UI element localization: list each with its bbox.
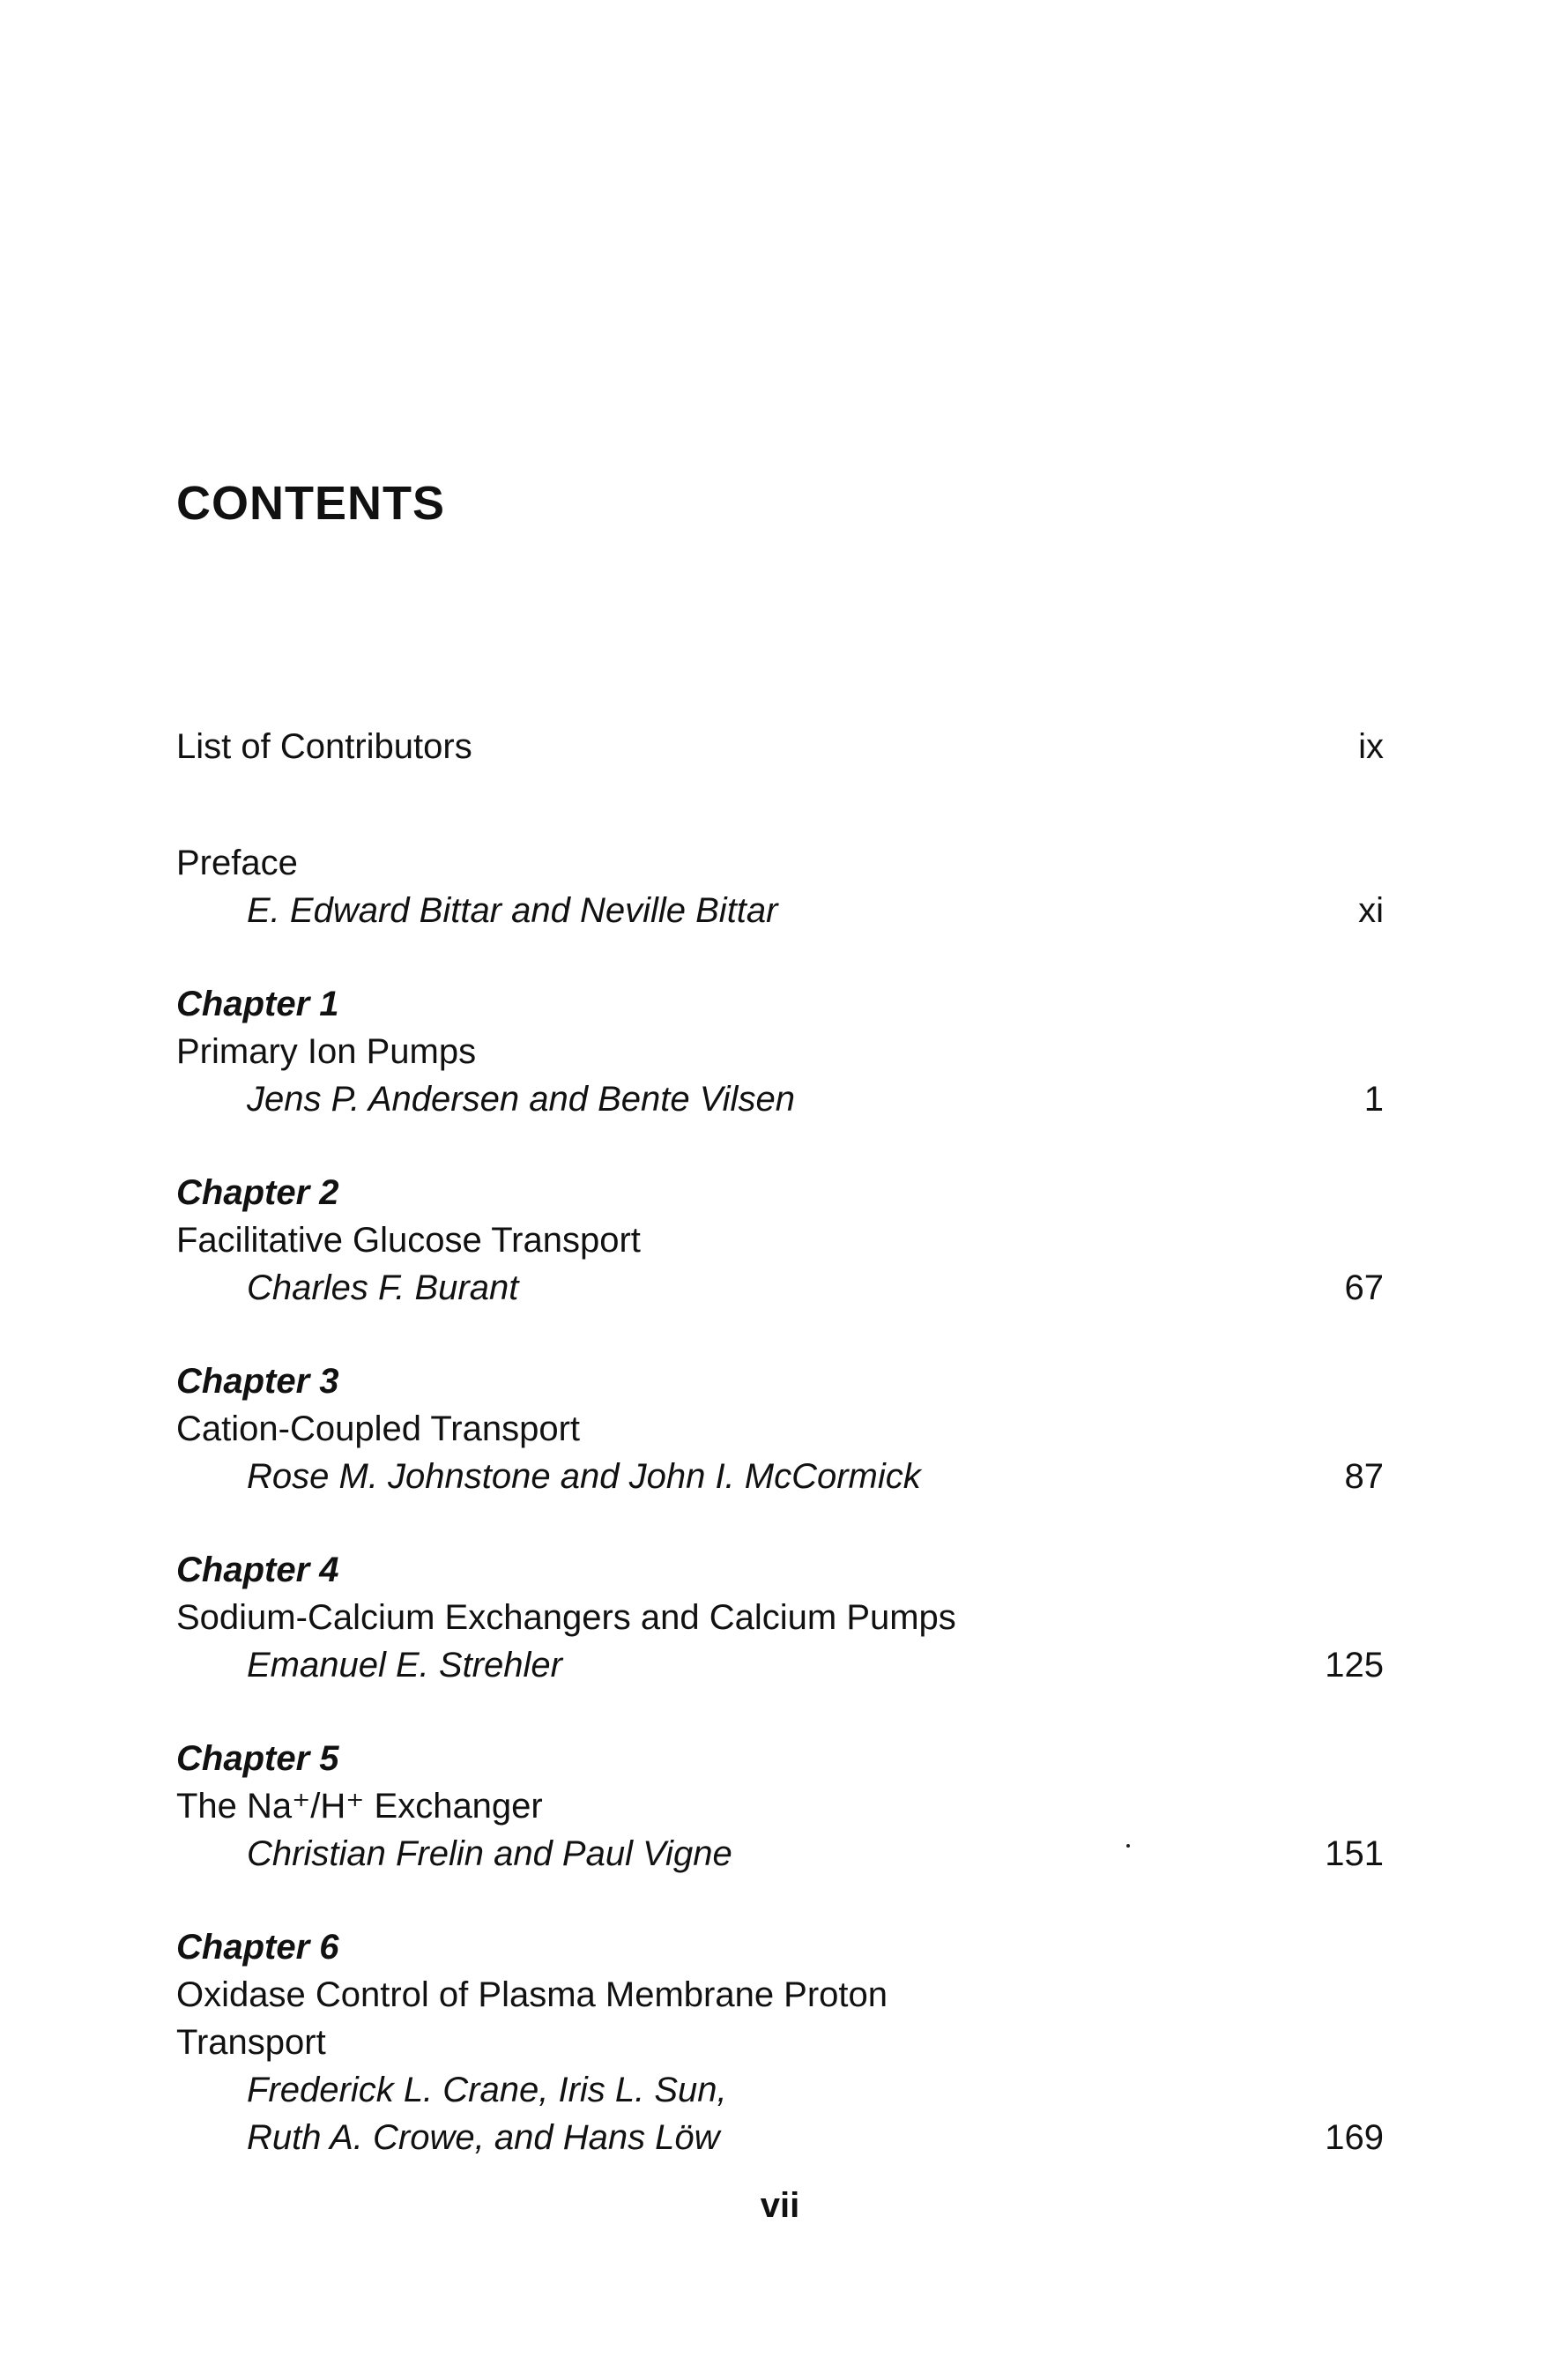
chapter-label: Chapter 6	[176, 1928, 339, 1967]
entry-page-number: 151	[1325, 1834, 1384, 1873]
entry-authors-line-2: Ruth A. Crowe, and Hans Löw	[247, 2118, 720, 2157]
entry-page-number: ix	[1358, 727, 1384, 766]
toc-entry-chapter-1	[176, 980, 1384, 1123]
entry-page-number: 67	[1344, 1268, 1384, 1307]
page-folio: vii	[760, 2186, 800, 2225]
entry-page-number: 169	[1325, 2118, 1384, 2157]
entry-title: Primary Ion Pumps	[176, 1032, 477, 1071]
print-speck	[1126, 1844, 1130, 1848]
entry-authors: Jens P. Andersen and Bente Vilsen	[247, 1080, 795, 1119]
entry-title: Sodium-Calcium Exchangers and Calcium Pumps	[176, 1598, 956, 1637]
toc-entry-chapter-3	[176, 1357, 1384, 1500]
toc-entry-chapter-5	[176, 1735, 1384, 1878]
entry-page-number: 87	[1344, 1457, 1384, 1496]
entry-title: List of Contributors	[176, 727, 472, 766]
entry-authors: Rose M. Johnstone and John I. McCormick	[247, 1457, 921, 1496]
entry-authors-line-1: Frederick L. Crane, Iris L. Sun,	[247, 2071, 727, 2109]
entry-title: Facilitative Glucose Transport	[176, 1221, 641, 1260]
chapter-label: Chapter 2	[176, 1173, 339, 1212]
entry-authors: E. Edward Bittar and Neville Bittar	[247, 891, 778, 930]
entry-page-number: 125	[1325, 1646, 1384, 1685]
toc-entry-chapter-2	[176, 1169, 1384, 1312]
chapter-label: Chapter 4	[176, 1551, 339, 1589]
chapter-label: Chapter 1	[176, 985, 339, 1023]
toc-entry-chapter-6	[176, 1923, 1384, 2161]
entry-title: Cation-Coupled Transport	[176, 1409, 581, 1448]
entry-page-number: 1	[1363, 1080, 1384, 1119]
entry-authors: Christian Frelin and Paul Vigne	[247, 1834, 732, 1873]
entry-title-line-2: Transport	[176, 2023, 326, 2062]
entry-title: The Na⁺/H⁺ Exchanger	[176, 1787, 543, 1826]
toc-entry-preface	[176, 839, 1384, 934]
entry-authors: Emanuel E. Strehler	[247, 1646, 562, 1685]
toc-entry-chapter-4	[176, 1546, 1384, 1689]
page-title: CONTENTS	[176, 477, 445, 530]
toc-entry-contributors	[176, 723, 1384, 770]
chapter-label: Chapter 3	[176, 1362, 339, 1401]
chapter-label: Chapter 5	[176, 1739, 339, 1778]
entry-authors: Charles F. Burant	[247, 1268, 519, 1307]
entry-title-line-1: Oxidase Control of Plasma Membrane Proton	[176, 1975, 888, 2014]
entry-page-number: xi	[1358, 891, 1384, 930]
entry-title: Preface	[176, 844, 298, 882]
